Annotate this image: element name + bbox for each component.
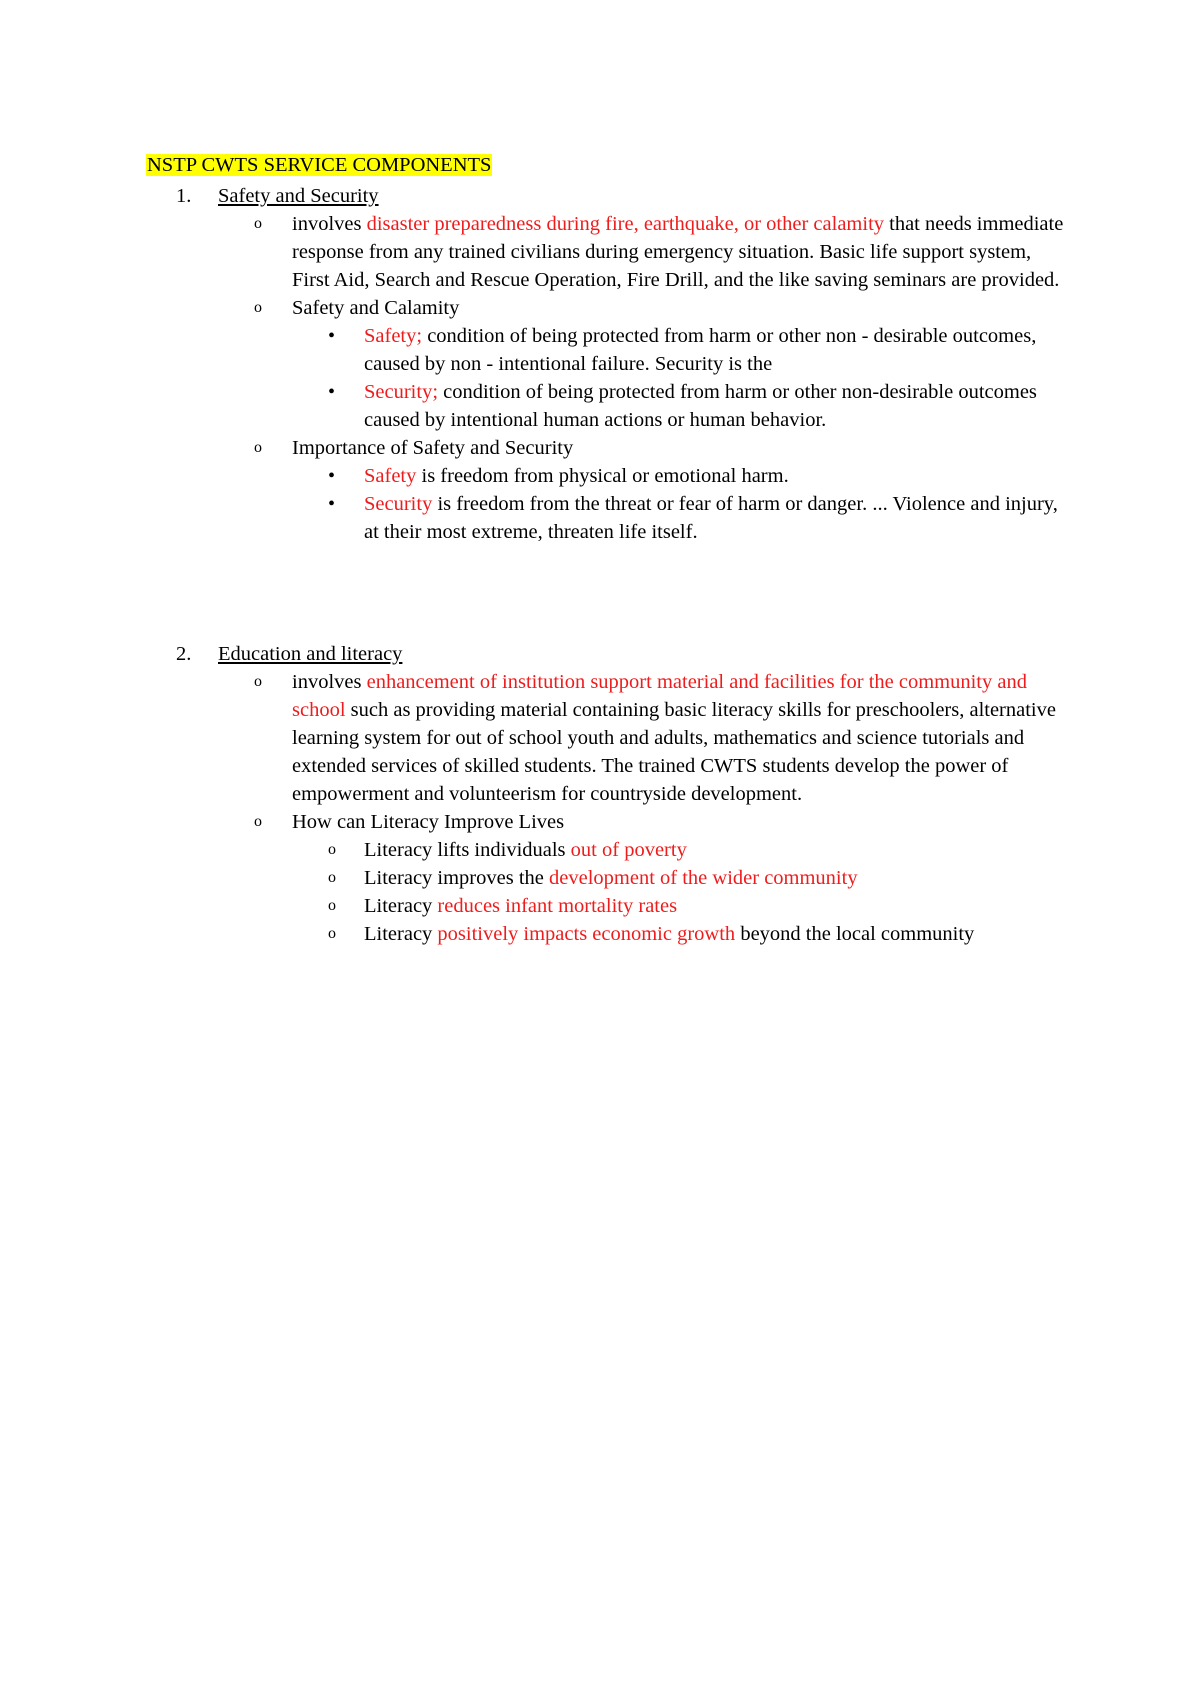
emphasis-text: positively impacts economic growth [437, 923, 736, 945]
text-suffix: condition of being protected from harm or other non - desirable outcomes, caused by non - intentional failure. Security is the [364, 325, 1037, 375]
text-suffix: such as providing material containing basic literacy skills for preschoolers, alternative learning system for out of school youth and adults, mathematics and science tutorials and extended services of skilled students. The trained CWTS students develop the power of empowerment and volunteerism for countryside development. [292, 699, 1056, 805]
circle-bullet-icon: o [254, 813, 262, 830]
sub-list-item [0, 836, 1200, 864]
section-heading [0, 640, 1200, 668]
circle-bullet-icon: o [254, 215, 262, 232]
list-item-label: Safety and Calamity [292, 297, 460, 319]
list-item [0, 808, 1200, 836]
sub-list-item [0, 462, 1200, 490]
emphasis-text: disaster preparedness during fire, earthquake, or other calamity [366, 213, 885, 235]
sub-list-item-text [364, 836, 1064, 864]
document-title [146, 152, 492, 178]
list-item [0, 294, 1200, 322]
text-prefix: Literacy [364, 923, 438, 945]
circle-bullet-icon: o [254, 299, 262, 316]
section-title: Education and literacy [218, 643, 403, 665]
bullet-icon: • [328, 465, 336, 487]
text-suffix: is freedom from physical or emotional harm. [416, 465, 789, 487]
circle-bullet-icon: o [328, 925, 336, 942]
text-suffix: that needs immediate response from any trained civilians during emergency situation. Basic life support system, First Aid, Search and Rescue Operation, Fire Drill, and the like saving seminars are provided. [292, 213, 1064, 291]
list-item-label: How can Literacy Improve Lives [292, 811, 565, 833]
text-suffix: is freedom from the threat or fear of harm or danger. ... Violence and injury, at their most extreme, threaten life itself. [364, 493, 1058, 543]
section-heading [0, 182, 1200, 210]
bullet-icon: • [328, 325, 336, 347]
sub-list-item-text [364, 378, 1064, 434]
circle-bullet-icon: o [254, 439, 262, 456]
text-prefix: involves [292, 213, 367, 235]
text-prefix: Literacy [364, 895, 438, 917]
sub-list-item [0, 378, 1200, 434]
sub-list-item-text [364, 490, 1064, 546]
circle-bullet-icon: o [328, 869, 336, 886]
section-education-and-literacy [0, 640, 1200, 948]
list-item-label: Importance of Safety and Security [292, 437, 574, 459]
circle-bullet-icon: o [254, 673, 262, 690]
sub-list-item-text [364, 864, 1064, 892]
document-title-text: NSTP CWTS SERVICE COMPONENTS [147, 154, 492, 176]
text-prefix: Literacy improves the [364, 867, 550, 889]
emphasis-text: reduces infant mortality rates [437, 895, 678, 917]
circle-bullet-icon: o [328, 841, 336, 858]
bullet-icon: • [328, 381, 336, 403]
section-number: 1. [176, 185, 192, 207]
sub-list-item-text [364, 920, 1064, 948]
emphasis-text: Safety [364, 465, 417, 487]
section-safety-and-security [0, 182, 1200, 546]
emphasis-text: Security; [364, 381, 439, 403]
text-suffix: beyond the local community [735, 923, 975, 945]
sub-list-item [0, 892, 1200, 920]
emphasis-text: Safety; [364, 325, 423, 347]
list-item [0, 668, 1200, 808]
text-prefix: involves [292, 671, 367, 693]
list-item-text [292, 210, 1072, 294]
sub-list-item [0, 864, 1200, 892]
bullet-icon: • [328, 493, 336, 515]
emphasis-text: Security [364, 493, 433, 515]
list-item [0, 434, 1200, 462]
sub-list-item [0, 490, 1200, 546]
section-number: 2. [176, 643, 192, 665]
list-item [0, 210, 1200, 294]
sub-list-item [0, 920, 1200, 948]
text-prefix: Literacy lifts individuals [364, 839, 571, 861]
text-suffix: condition of being protected from harm or other non-desirable outcomes caused by intentional human actions or human behavior. [364, 381, 1037, 431]
circle-bullet-icon: o [328, 897, 336, 914]
emphasis-text: development of the wider community [549, 867, 858, 889]
section-title: Safety and Security [218, 185, 379, 207]
sub-list-item [0, 322, 1200, 378]
sub-list-item-text [364, 892, 1064, 920]
sub-list-item-text [364, 322, 1064, 378]
list-item-text [292, 668, 1072, 808]
emphasis-text: enhancement of institution support material and facilities for the community and school [292, 671, 1027, 721]
sub-list-item-text [364, 462, 1064, 490]
emphasis-text: out of poverty [570, 839, 687, 861]
